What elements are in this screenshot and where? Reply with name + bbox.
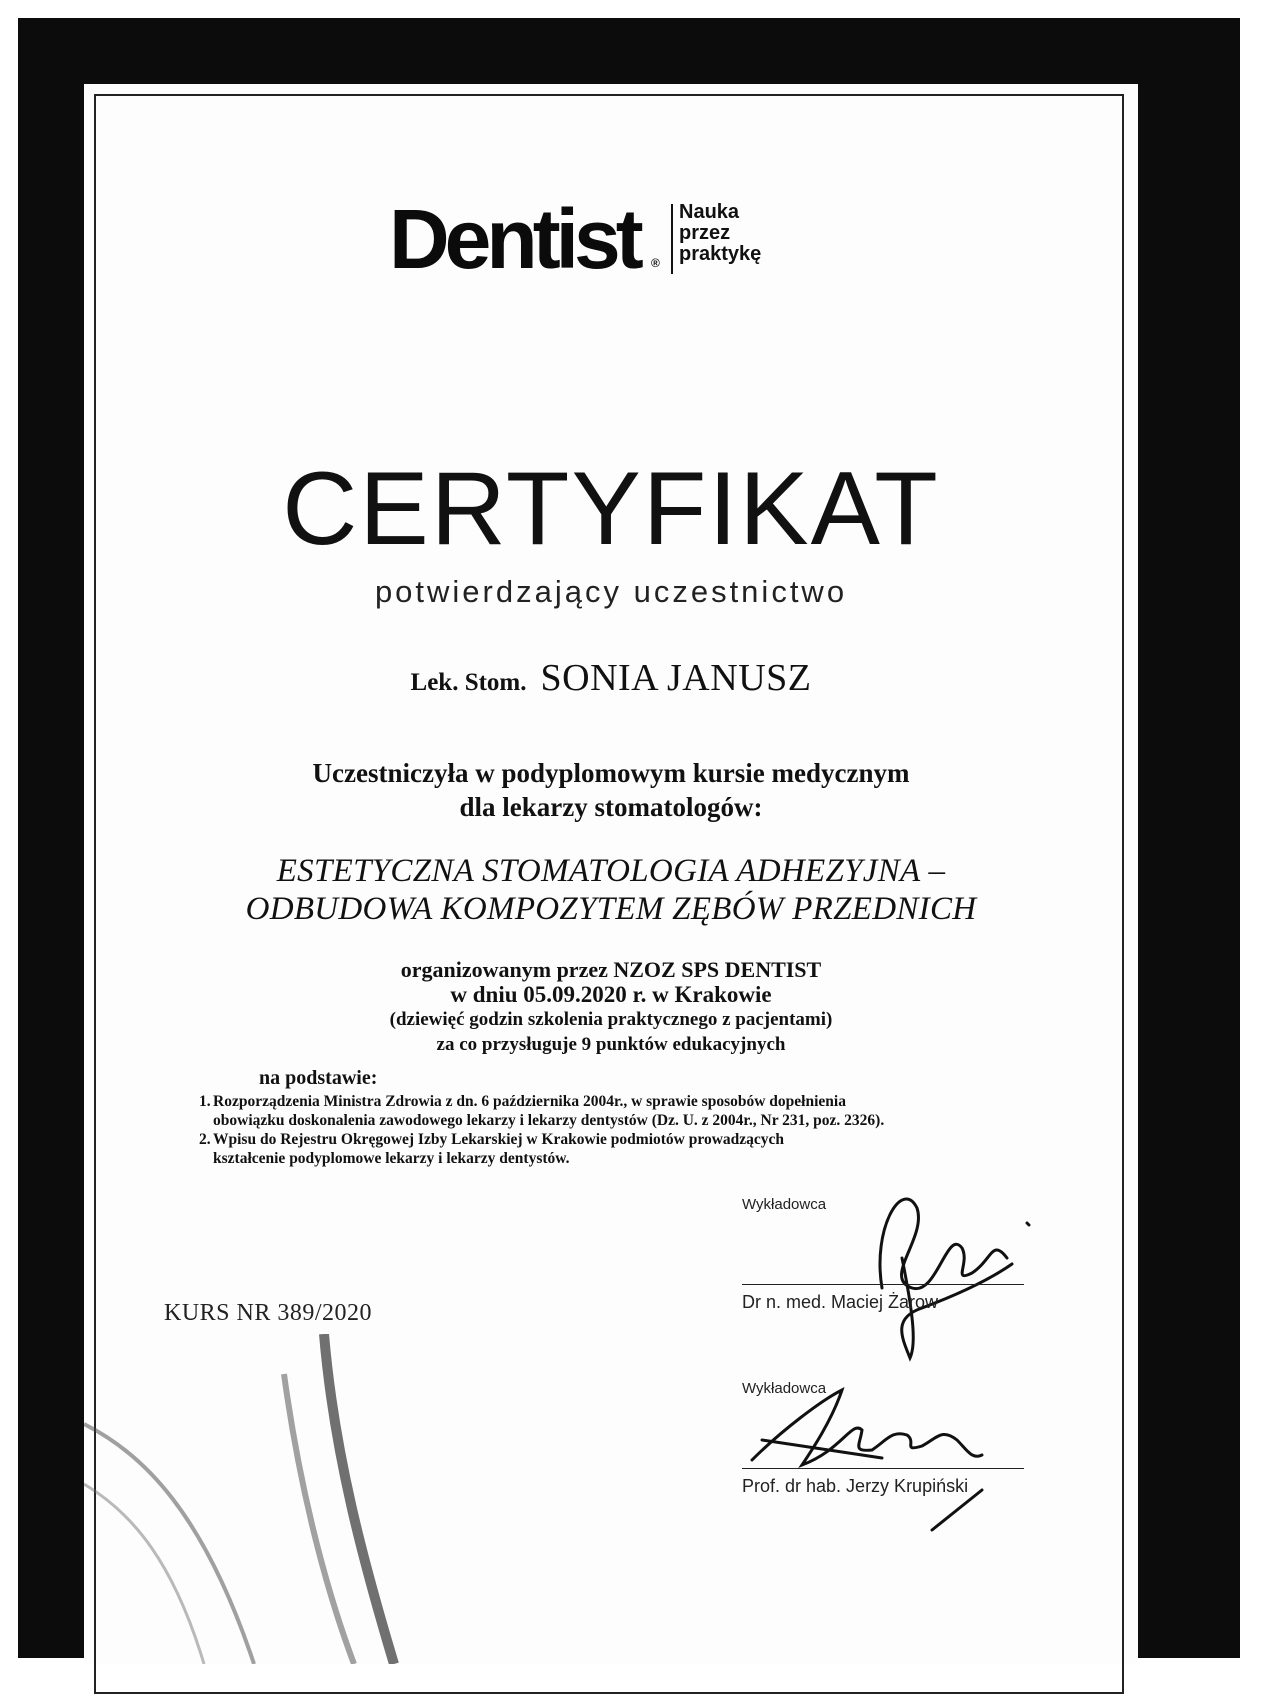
organizer-details [84, 957, 1138, 1057]
logo-wordmark: Dentist [389, 192, 639, 286]
education-points-line: za co przysługuje 9 punktów edukacyjnych [436, 1034, 786, 1055]
basis-list [199, 1092, 1059, 1168]
course-title [84, 852, 1138, 928]
decorative-swoosh [84, 1334, 404, 1664]
recipient-name: SONIA JANUSZ [540, 657, 812, 699]
basis-item [199, 1092, 1059, 1130]
course-title-line: ESTETYCZNA STOMATOLOGIA ADHEZYJNA – [276, 853, 946, 889]
signature-block-2 [742, 1380, 1072, 1500]
signatory-name: Dr n. med. Maciej Żarow [742, 1292, 939, 1312]
basis-item-line: Wpisu do Rejestru Okręgowej Izby Lekarskiej w Krakowie podmiotów prowadzących [213, 1131, 785, 1148]
basis-item-number: 1. [199, 1093, 211, 1110]
certificate-title: CERTYFIKAT [282, 451, 940, 567]
signature-label: Wykładowca [742, 1196, 827, 1213]
handwritten-signature-1 [842, 1168, 1042, 1368]
course-date-line: w dniu 05.09.2020 r. w Krakowie [450, 982, 772, 1007]
certificate-subtitle: potwierdzający uczestnictwo [374, 574, 848, 609]
basis-item-number: 2. [199, 1131, 211, 1148]
signature-line [742, 1284, 1024, 1285]
course-number: KURS NR 389/2020 [164, 1300, 373, 1326]
logo-tagline-line: przez [679, 222, 731, 244]
basis-item-line: kształcenie podyplomowe lekarzy i lekarzy dentystów. [213, 1150, 570, 1167]
certificate-paper [84, 84, 1138, 1664]
basis-item-line: Rozporządzenia Ministra Zdrowia z dn. 6 października 2004r., w sprawie sposobów dopełnienia [213, 1093, 846, 1110]
handwritten-signature-2 [742, 1380, 1002, 1550]
training-hours-line: (dziewięć godzin szkolenia praktycznego z pacjentami) [389, 1009, 833, 1030]
recipient [84, 656, 1138, 700]
logo-separator [671, 204, 673, 274]
signature-line [742, 1468, 1024, 1469]
recipient-prefix: Lek. Stom. [410, 669, 527, 696]
logo-tagline [679, 202, 799, 265]
attendance-statement [84, 756, 1138, 824]
organizer-line: organizowanym przez NZOZ SPS DENTIST [400, 957, 822, 982]
logo-registered-mark: ® [651, 256, 660, 270]
basis-label: na podstawie: [259, 1067, 378, 1089]
basis-item-line: obowiązku doskonalenia zawodowego lekarzy i lekarzy dentystów (Dz. U. z 2004r., Nr 231, poz. 2326). [213, 1112, 885, 1129]
signature-label: Wykładowca [742, 1380, 827, 1397]
course-title-line: ODBUDOWA KOMPOZYTEM ZĘBÓW PRZEDNICH [245, 891, 977, 927]
logo-tagline-line: praktykę [679, 243, 762, 265]
basis-item [199, 1130, 1059, 1168]
signatory-name: Prof. dr hab. Jerzy Krupiński [742, 1476, 969, 1496]
attendance-line: Uczestniczyła w podyplomowym kursie medycznym [312, 758, 910, 788]
signature-block-1 [742, 1196, 1072, 1316]
attendance-line: dla lekarzy stomatologów: [459, 792, 763, 822]
logo-tagline-line: Nauka [679, 201, 740, 223]
